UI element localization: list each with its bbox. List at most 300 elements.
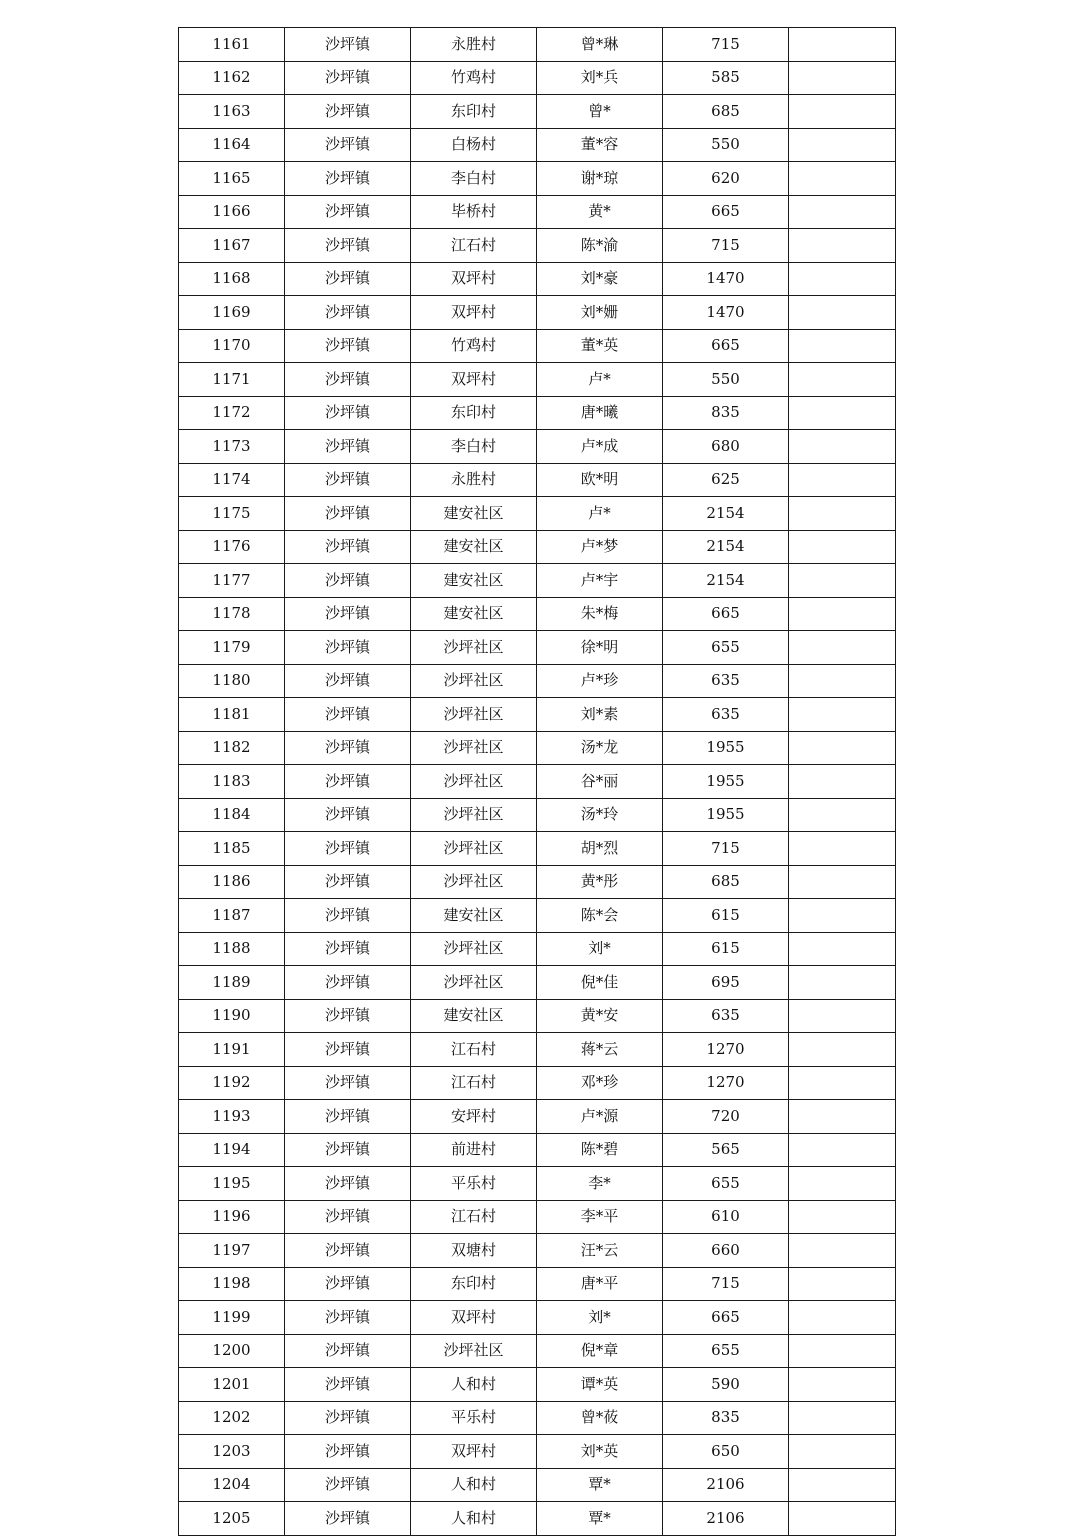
note-cell: [789, 95, 896, 129]
amount-cell: 655: [663, 1334, 789, 1368]
table-row: [179, 95, 896, 129]
name-cell: 卢*源: [537, 1100, 663, 1134]
table-row: [179, 1301, 896, 1335]
note-cell: [789, 1267, 896, 1301]
note-cell: [789, 1435, 896, 1469]
name-cell: 陈*碧: [537, 1133, 663, 1167]
note-cell: [789, 1301, 896, 1335]
row-number-cell: 1187: [179, 899, 285, 933]
table-row: [179, 363, 896, 397]
town-cell: 沙坪镇: [285, 195, 411, 229]
note-cell: [789, 1200, 896, 1234]
table-row: [179, 396, 896, 430]
town-cell: 沙坪镇: [285, 1401, 411, 1435]
amount-cell: 720: [663, 1100, 789, 1134]
table-row: [179, 798, 896, 832]
amount-cell: 2106: [663, 1502, 789, 1536]
row-number-cell: 1196: [179, 1200, 285, 1234]
table-row: [179, 1167, 896, 1201]
village-cell: 东印村: [411, 1267, 537, 1301]
row-number-cell: 1178: [179, 597, 285, 631]
name-cell: 唐*曦: [537, 396, 663, 430]
table-row: [179, 1100, 896, 1134]
name-cell: 李*平: [537, 1200, 663, 1234]
village-cell: 前进村: [411, 1133, 537, 1167]
village-cell: 双塘村: [411, 1234, 537, 1268]
amount-cell: 665: [663, 1301, 789, 1335]
town-cell: 沙坪镇: [285, 798, 411, 832]
amount-cell: 665: [663, 597, 789, 631]
village-cell: 李白村: [411, 162, 537, 196]
row-number-cell: 1172: [179, 396, 285, 430]
name-cell: 欧*明: [537, 463, 663, 497]
name-cell: 卢*: [537, 363, 663, 397]
table-row: [179, 899, 896, 933]
amount-cell: 1270: [663, 1033, 789, 1067]
village-cell: 白杨村: [411, 128, 537, 162]
name-cell: 卢*珍: [537, 664, 663, 698]
village-cell: 建安社区: [411, 530, 537, 564]
town-cell: 沙坪镇: [285, 329, 411, 363]
note-cell: [789, 798, 896, 832]
row-number-cell: 1200: [179, 1334, 285, 1368]
table-row: [179, 1401, 896, 1435]
village-cell: 人和村: [411, 1468, 537, 1502]
village-cell: 建安社区: [411, 899, 537, 933]
row-number-cell: 1168: [179, 262, 285, 296]
note-cell: [789, 1100, 896, 1134]
town-cell: 沙坪镇: [285, 229, 411, 263]
amount-cell: 715: [663, 1267, 789, 1301]
row-number-cell: 1174: [179, 463, 285, 497]
town-cell: 沙坪镇: [285, 1368, 411, 1402]
table-row: [179, 932, 896, 966]
row-number-cell: 1203: [179, 1435, 285, 1469]
name-cell: 倪*章: [537, 1334, 663, 1368]
note-cell: [789, 128, 896, 162]
note-cell: [789, 1133, 896, 1167]
village-cell: 建安社区: [411, 999, 537, 1033]
note-cell: [789, 1334, 896, 1368]
note-cell: [789, 61, 896, 95]
amount-cell: 2154: [663, 530, 789, 564]
table-row: [179, 61, 896, 95]
village-cell: 人和村: [411, 1368, 537, 1402]
town-cell: 沙坪镇: [285, 698, 411, 732]
name-cell: 曾*: [537, 95, 663, 129]
name-cell: 刘*: [537, 1301, 663, 1335]
row-number-cell: 1163: [179, 95, 285, 129]
town-cell: 沙坪镇: [285, 1334, 411, 1368]
village-cell: 双坪村: [411, 262, 537, 296]
table-row: [179, 966, 896, 1000]
name-cell: 曾*琳: [537, 28, 663, 62]
data-table: [178, 27, 896, 1536]
name-cell: 谷*丽: [537, 765, 663, 799]
village-cell: 沙坪社区: [411, 664, 537, 698]
row-number-cell: 1186: [179, 865, 285, 899]
name-cell: 黄*彤: [537, 865, 663, 899]
name-cell: 邓*珍: [537, 1066, 663, 1100]
table-row: [179, 1066, 896, 1100]
amount-cell: 685: [663, 865, 789, 899]
amount-cell: 660: [663, 1234, 789, 1268]
note-cell: [789, 932, 896, 966]
table-row: [179, 1033, 896, 1067]
note-cell: [789, 1033, 896, 1067]
village-cell: 沙坪社区: [411, 1334, 537, 1368]
name-cell: 蒋*云: [537, 1033, 663, 1067]
village-cell: 永胜村: [411, 463, 537, 497]
name-cell: 刘*素: [537, 698, 663, 732]
table-row: [179, 1200, 896, 1234]
table-row: [179, 664, 896, 698]
row-number-cell: 1197: [179, 1234, 285, 1268]
note-cell: [789, 296, 896, 330]
amount-cell: 715: [663, 832, 789, 866]
town-cell: 沙坪镇: [285, 1234, 411, 1268]
town-cell: 沙坪镇: [285, 664, 411, 698]
name-cell: 朱*梅: [537, 597, 663, 631]
row-number-cell: 1171: [179, 363, 285, 397]
table-row: [179, 28, 896, 62]
town-cell: 沙坪镇: [285, 61, 411, 95]
name-cell: 刘*兵: [537, 61, 663, 95]
note-cell: [789, 1502, 896, 1536]
amount-cell: 625: [663, 463, 789, 497]
table-row: [179, 262, 896, 296]
name-cell: 汤*玲: [537, 798, 663, 832]
row-number-cell: 1185: [179, 832, 285, 866]
row-number-cell: 1162: [179, 61, 285, 95]
name-cell: 覃*: [537, 1468, 663, 1502]
name-cell: 陈*渝: [537, 229, 663, 263]
village-cell: 双坪村: [411, 1301, 537, 1335]
row-number-cell: 1179: [179, 631, 285, 665]
amount-cell: 550: [663, 363, 789, 397]
row-number-cell: 1181: [179, 698, 285, 732]
town-cell: 沙坪镇: [285, 597, 411, 631]
table-row: [179, 1368, 896, 1402]
row-number-cell: 1176: [179, 530, 285, 564]
town-cell: 沙坪镇: [285, 765, 411, 799]
village-cell: 江石村: [411, 1200, 537, 1234]
town-cell: 沙坪镇: [285, 396, 411, 430]
village-cell: 李白村: [411, 430, 537, 464]
table-row: [179, 128, 896, 162]
amount-cell: 665: [663, 329, 789, 363]
town-cell: 沙坪镇: [285, 497, 411, 531]
amount-cell: 635: [663, 999, 789, 1033]
town-cell: 沙坪镇: [285, 1502, 411, 1536]
table-row: [179, 195, 896, 229]
row-number-cell: 1188: [179, 932, 285, 966]
village-cell: 沙坪社区: [411, 798, 537, 832]
amount-cell: 1470: [663, 296, 789, 330]
row-number-cell: 1194: [179, 1133, 285, 1167]
village-cell: 东印村: [411, 396, 537, 430]
town-cell: 沙坪镇: [285, 1301, 411, 1335]
town-cell: 沙坪镇: [285, 1167, 411, 1201]
town-cell: 沙坪镇: [285, 1435, 411, 1469]
amount-cell: 650: [663, 1435, 789, 1469]
town-cell: 沙坪镇: [285, 1033, 411, 1067]
table-row: [179, 497, 896, 531]
amount-cell: 685: [663, 95, 789, 129]
village-cell: 沙坪社区: [411, 865, 537, 899]
village-cell: 竹鸡村: [411, 61, 537, 95]
name-cell: 谭*英: [537, 1368, 663, 1402]
town-cell: 沙坪镇: [285, 1133, 411, 1167]
town-cell: 沙坪镇: [285, 1468, 411, 1502]
note-cell: [789, 731, 896, 765]
name-cell: 谢*琼: [537, 162, 663, 196]
name-cell: 黄*安: [537, 999, 663, 1033]
table-row: [179, 865, 896, 899]
note-cell: [789, 162, 896, 196]
row-number-cell: 1198: [179, 1267, 285, 1301]
amount-cell: 835: [663, 1401, 789, 1435]
name-cell: 卢*: [537, 497, 663, 531]
village-cell: 双坪村: [411, 1435, 537, 1469]
note-cell: [789, 1234, 896, 1268]
village-cell: 双坪村: [411, 296, 537, 330]
table-row: [179, 229, 896, 263]
note-cell: [789, 497, 896, 531]
amount-cell: 1955: [663, 765, 789, 799]
village-cell: 建安社区: [411, 497, 537, 531]
town-cell: 沙坪镇: [285, 999, 411, 1033]
name-cell: 刘*豪: [537, 262, 663, 296]
table-row: [179, 1502, 896, 1536]
amount-cell: 655: [663, 631, 789, 665]
table-row: [179, 1133, 896, 1167]
row-number-cell: 1205: [179, 1502, 285, 1536]
name-cell: 刘*: [537, 932, 663, 966]
note-cell: [789, 195, 896, 229]
row-number-cell: 1184: [179, 798, 285, 832]
note-cell: [789, 564, 896, 598]
town-cell: 沙坪镇: [285, 1100, 411, 1134]
name-cell: 卢*成: [537, 430, 663, 464]
village-cell: 永胜村: [411, 28, 537, 62]
town-cell: 沙坪镇: [285, 932, 411, 966]
note-cell: [789, 1468, 896, 1502]
town-cell: 沙坪镇: [285, 363, 411, 397]
table-row: [179, 1468, 896, 1502]
amount-cell: 680: [663, 430, 789, 464]
row-number-cell: 1164: [179, 128, 285, 162]
row-number-cell: 1190: [179, 999, 285, 1033]
note-cell: [789, 899, 896, 933]
village-cell: 沙坪社区: [411, 631, 537, 665]
table-row: [179, 999, 896, 1033]
amount-cell: 1270: [663, 1066, 789, 1100]
table-row: [179, 597, 896, 631]
note-cell: [789, 832, 896, 866]
table-row: [179, 832, 896, 866]
amount-cell: 585: [663, 61, 789, 95]
note-cell: [789, 463, 896, 497]
note-cell: [789, 329, 896, 363]
village-cell: 建安社区: [411, 597, 537, 631]
amount-cell: 1470: [663, 262, 789, 296]
table-row: [179, 765, 896, 799]
row-number-cell: 1191: [179, 1033, 285, 1067]
note-cell: [789, 28, 896, 62]
village-cell: 毕桥村: [411, 195, 537, 229]
town-cell: 沙坪镇: [285, 832, 411, 866]
table-row: [179, 698, 896, 732]
village-cell: 平乐村: [411, 1401, 537, 1435]
table-row: [179, 1267, 896, 1301]
amount-cell: 635: [663, 664, 789, 698]
amount-cell: 2154: [663, 564, 789, 598]
name-cell: 董*容: [537, 128, 663, 162]
village-cell: 沙坪社区: [411, 731, 537, 765]
note-cell: [789, 664, 896, 698]
town-cell: 沙坪镇: [285, 296, 411, 330]
amount-cell: 2106: [663, 1468, 789, 1502]
table-row: [179, 731, 896, 765]
table-row: [179, 1435, 896, 1469]
name-cell: 汤*龙: [537, 731, 663, 765]
note-cell: [789, 1167, 896, 1201]
row-number-cell: 1169: [179, 296, 285, 330]
village-cell: 建安社区: [411, 564, 537, 598]
note-cell: [789, 966, 896, 1000]
row-number-cell: 1170: [179, 329, 285, 363]
town-cell: 沙坪镇: [285, 1267, 411, 1301]
town-cell: 沙坪镇: [285, 530, 411, 564]
note-cell: [789, 262, 896, 296]
name-cell: 汪*云: [537, 1234, 663, 1268]
town-cell: 沙坪镇: [285, 128, 411, 162]
amount-cell: 615: [663, 899, 789, 933]
village-cell: 沙坪社区: [411, 832, 537, 866]
name-cell: 胡*烈: [537, 832, 663, 866]
name-cell: 倪*佳: [537, 966, 663, 1000]
town-cell: 沙坪镇: [285, 463, 411, 497]
town-cell: 沙坪镇: [285, 95, 411, 129]
amount-cell: 715: [663, 28, 789, 62]
name-cell: 董*英: [537, 329, 663, 363]
town-cell: 沙坪镇: [285, 1200, 411, 1234]
name-cell: 曾*莜: [537, 1401, 663, 1435]
table-row: [179, 430, 896, 464]
row-number-cell: 1180: [179, 664, 285, 698]
note-cell: [789, 430, 896, 464]
amount-cell: 620: [663, 162, 789, 196]
town-cell: 沙坪镇: [285, 899, 411, 933]
name-cell: 刘*姗: [537, 296, 663, 330]
row-number-cell: 1195: [179, 1167, 285, 1201]
row-number-cell: 1173: [179, 430, 285, 464]
note-cell: [789, 765, 896, 799]
row-number-cell: 1167: [179, 229, 285, 263]
name-cell: 唐*平: [537, 1267, 663, 1301]
village-cell: 江石村: [411, 229, 537, 263]
name-cell: 徐*明: [537, 631, 663, 665]
amount-cell: 550: [663, 128, 789, 162]
village-cell: 双坪村: [411, 363, 537, 397]
village-cell: 沙坪社区: [411, 698, 537, 732]
note-cell: [789, 1368, 896, 1402]
village-cell: 东印村: [411, 95, 537, 129]
town-cell: 沙坪镇: [285, 865, 411, 899]
row-number-cell: 1161: [179, 28, 285, 62]
amount-cell: 715: [663, 229, 789, 263]
note-cell: [789, 1401, 896, 1435]
table-row: [179, 463, 896, 497]
table-row: [179, 530, 896, 564]
town-cell: 沙坪镇: [285, 262, 411, 296]
name-cell: 李*: [537, 1167, 663, 1201]
amount-cell: 615: [663, 932, 789, 966]
amount-cell: 635: [663, 698, 789, 732]
town-cell: 沙坪镇: [285, 1066, 411, 1100]
town-cell: 沙坪镇: [285, 731, 411, 765]
row-number-cell: 1183: [179, 765, 285, 799]
note-cell: [789, 597, 896, 631]
village-cell: 沙坪社区: [411, 932, 537, 966]
note-cell: [789, 865, 896, 899]
note-cell: [789, 229, 896, 263]
town-cell: 沙坪镇: [285, 631, 411, 665]
table-body: [179, 28, 896, 1536]
village-cell: 江石村: [411, 1033, 537, 1067]
row-number-cell: 1166: [179, 195, 285, 229]
village-cell: 沙坪社区: [411, 966, 537, 1000]
name-cell: 卢*梦: [537, 530, 663, 564]
amount-cell: 1955: [663, 731, 789, 765]
village-cell: 平乐村: [411, 1167, 537, 1201]
note-cell: [789, 396, 896, 430]
row-number-cell: 1189: [179, 966, 285, 1000]
row-number-cell: 1201: [179, 1368, 285, 1402]
note-cell: [789, 999, 896, 1033]
row-number-cell: 1202: [179, 1401, 285, 1435]
town-cell: 沙坪镇: [285, 430, 411, 464]
amount-cell: 1955: [663, 798, 789, 832]
amount-cell: 610: [663, 1200, 789, 1234]
note-cell: [789, 530, 896, 564]
amount-cell: 655: [663, 1167, 789, 1201]
row-number-cell: 1175: [179, 497, 285, 531]
note-cell: [789, 631, 896, 665]
amount-cell: 590: [663, 1368, 789, 1402]
table-row: [179, 162, 896, 196]
table-row: [179, 564, 896, 598]
village-cell: 安坪村: [411, 1100, 537, 1134]
town-cell: 沙坪镇: [285, 564, 411, 598]
town-cell: 沙坪镇: [285, 966, 411, 1000]
amount-cell: 835: [663, 396, 789, 430]
table-row: [179, 1334, 896, 1368]
table-row: [179, 631, 896, 665]
name-cell: 卢*宇: [537, 564, 663, 598]
row-number-cell: 1165: [179, 162, 285, 196]
row-number-cell: 1204: [179, 1468, 285, 1502]
amount-cell: 565: [663, 1133, 789, 1167]
name-cell: 陈*会: [537, 899, 663, 933]
village-cell: 竹鸡村: [411, 329, 537, 363]
row-number-cell: 1199: [179, 1301, 285, 1335]
row-number-cell: 1193: [179, 1100, 285, 1134]
town-cell: 沙坪镇: [285, 28, 411, 62]
name-cell: 覃*: [537, 1502, 663, 1536]
amount-cell: 665: [663, 195, 789, 229]
